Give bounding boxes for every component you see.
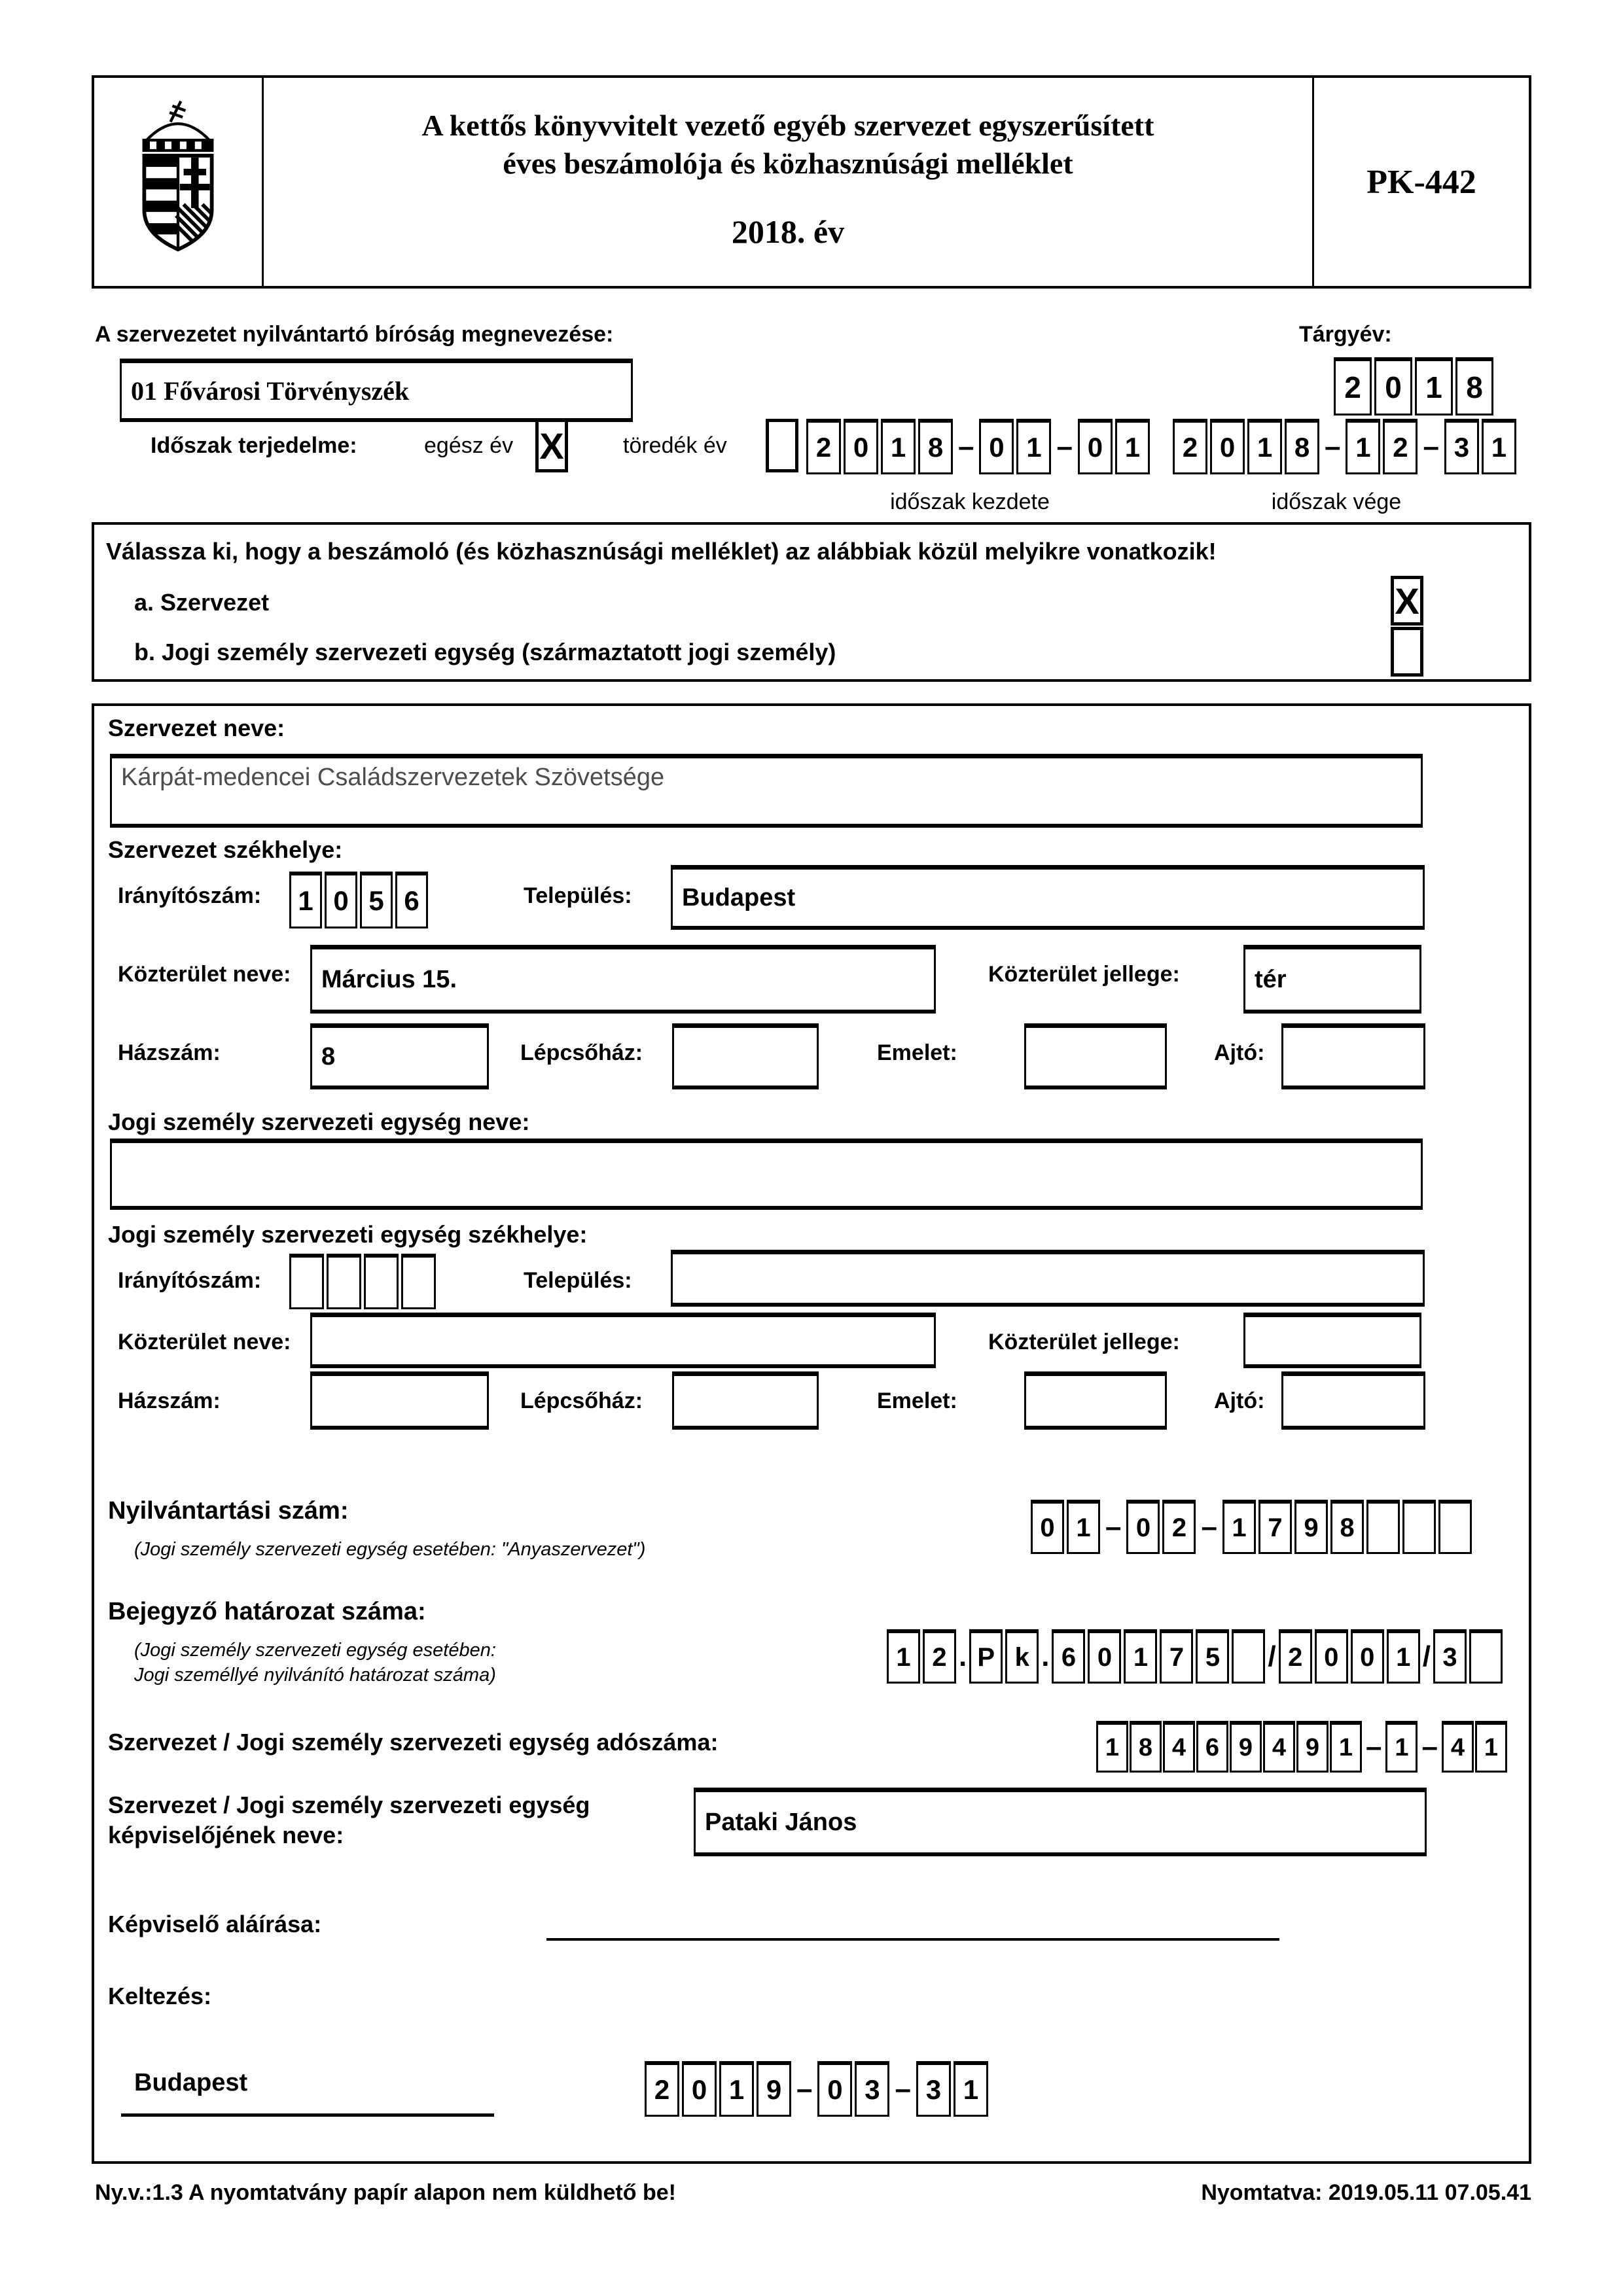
legal-unit-street-type-label: Közterület jellege: xyxy=(988,1330,1180,1354)
legal-unit-stair-label: Lépcsőház: xyxy=(520,1388,643,1413)
legal-unit-house-input[interactable] xyxy=(310,1371,489,1430)
org-house-value: 8 xyxy=(321,1042,336,1070)
legal-unit-street-input[interactable] xyxy=(310,1313,936,1368)
hungarian-coat-of-arms-icon xyxy=(94,78,264,286)
signature-line xyxy=(546,1938,1279,1941)
digit-cell[interactable]: 1 xyxy=(887,1629,920,1684)
digit-cell[interactable]: 0 xyxy=(1374,357,1412,415)
footer-right: Nyomtatva: 2019.05.11 07.05.41 xyxy=(1201,2180,1531,2205)
digit-cell[interactable]: 1 xyxy=(289,872,322,928)
digit-cell[interactable]: 3 xyxy=(1433,1629,1467,1684)
org-stair-input[interactable] xyxy=(672,1023,819,1089)
whole-year-checkbox[interactable]: X xyxy=(535,419,568,472)
dating-label: Keltezés: xyxy=(108,1983,212,2009)
digit-cell[interactable]: 1 xyxy=(1482,419,1516,474)
resolution-number-boxes xyxy=(887,1629,1503,1684)
dating-date-boxes xyxy=(645,2061,988,2117)
resolution-number-label: Bejegyző határozat száma: xyxy=(108,1598,426,1625)
form-title-line2: éves beszámolója és közhasznúsági melléklet xyxy=(503,147,1073,180)
digit-cell[interactable]: 1 xyxy=(1475,1721,1507,1773)
org-city-input[interactable] xyxy=(671,865,1425,930)
legal-unit-stair-input[interactable] xyxy=(672,1371,819,1430)
representative-label-line2: képviselőjének neve: xyxy=(108,1822,344,1848)
form-code: PK-442 xyxy=(1312,78,1529,286)
option-a-label: a. Szervezet xyxy=(134,589,270,616)
footer-left: Ny.v.:1.3 A nyomtatvány papír alapon nem küldhető be! xyxy=(95,2180,676,2205)
org-street-label: Közterület neve: xyxy=(118,962,291,987)
digit-cell[interactable] xyxy=(327,1254,361,1309)
digit-cell[interactable]: 8 xyxy=(1455,357,1493,415)
digit-cell[interactable]: 2 xyxy=(806,419,841,474)
digit-cell[interactable]: 3 xyxy=(855,2061,889,2117)
legal-unit-street-type-input[interactable] xyxy=(1243,1313,1421,1368)
selector-title: Válassza ki, hogy a beszámoló (és közhasznúsági melléklet) az alábbiak közül melyikre vonatkozik! xyxy=(106,538,1217,565)
legal-unit-name-label: Jogi személy szervezeti egység neve: xyxy=(108,1108,530,1135)
digit-cell[interactable]: 2 xyxy=(1173,419,1207,474)
separator: – xyxy=(1056,430,1073,463)
separator: – xyxy=(1325,430,1341,463)
digit-cell[interactable]: 8 xyxy=(918,419,953,474)
digit-cell[interactable]: 0 xyxy=(325,872,357,928)
org-name-value: Kárpát-medencei Családszervezetek Szövetsége xyxy=(121,764,665,791)
digit-cell[interactable]: 1 xyxy=(1124,1629,1157,1684)
legal-unit-floor-label: Emelet: xyxy=(877,1388,957,1413)
digit-cell[interactable]: 2 xyxy=(645,2061,679,2117)
court-value: 01 Fővárosi Törvényszék xyxy=(131,376,410,406)
digit-cell[interactable]: 9 xyxy=(1296,1721,1329,1773)
legal-unit-city-input[interactable] xyxy=(671,1250,1425,1307)
registration-number-label: Nyilvántartási szám: xyxy=(108,1497,349,1525)
separator: – xyxy=(1366,1730,1382,1763)
legal-unit-hq-label: Jogi személy szervezeti egység székhelye: xyxy=(108,1221,588,1248)
court-label: A szervezetet nyilvántartó bíróság megnevezése: xyxy=(95,322,614,347)
separator: – xyxy=(1423,430,1439,463)
org-city-value: Budapest xyxy=(682,883,796,911)
digit-cell[interactable]: 0 xyxy=(844,419,878,474)
org-street-input[interactable] xyxy=(310,945,936,1014)
tax-number-label: Szervezet / Jogi személy szervezeti egység adószáma: xyxy=(108,1729,719,1756)
separator: – xyxy=(958,430,974,463)
digit-cell[interactable]: 1 xyxy=(1346,419,1380,474)
legal-unit-zip-boxes xyxy=(289,1254,436,1309)
digit-cell[interactable]: 6 xyxy=(1052,1629,1085,1684)
org-street-type-value: tér xyxy=(1255,965,1287,993)
representative-name-input[interactable] xyxy=(694,1788,1427,1856)
digit-cell[interactable] xyxy=(1402,1500,1436,1554)
whole-year-label: egész év xyxy=(424,433,514,458)
org-street-type-input[interactable] xyxy=(1243,945,1421,1014)
legal-unit-house-label: Házszám: xyxy=(118,1388,221,1413)
digit-cell[interactable]: 9 xyxy=(1230,1721,1262,1773)
digit-cell[interactable]: 9 xyxy=(1294,1500,1328,1554)
digit-cell[interactable]: 6 xyxy=(395,872,428,928)
option-b-label: b. Jogi személy szervezeti egység (származtatott jogi személy) xyxy=(134,639,836,665)
digit-cell[interactable]: 0 xyxy=(979,419,1014,474)
org-name-input[interactable] xyxy=(110,754,1423,828)
separator: – xyxy=(1105,1510,1122,1543)
legal-unit-name-input[interactable] xyxy=(110,1139,1423,1210)
separator: – xyxy=(1421,1730,1438,1763)
digit-cell[interactable]: 5 xyxy=(360,872,393,928)
digit-cell[interactable]: 0 xyxy=(1210,419,1245,474)
digit-cell[interactable]: 3 xyxy=(916,2061,951,2117)
org-street-type-label: Közterület jellege: xyxy=(988,962,1180,987)
targyev-boxes xyxy=(1334,357,1493,415)
option-b-checkbox[interactable] xyxy=(1391,627,1423,677)
digit-cell[interactable]: 1 xyxy=(1330,1721,1362,1773)
digit-cell[interactable]: 0 xyxy=(1031,1500,1064,1554)
form-title xyxy=(264,78,1312,286)
digit-cell[interactable]: P xyxy=(969,1629,1003,1684)
org-hq-label: Szervezet székhelye: xyxy=(108,836,343,863)
digit-cell[interactable]: 1 xyxy=(719,2061,754,2117)
legal-unit-street-label: Közterület neve: xyxy=(118,1330,291,1354)
digit-cell[interactable]: 0 xyxy=(1078,419,1113,474)
separator: – xyxy=(895,2072,911,2105)
org-stair-label: Lépcsőház: xyxy=(520,1040,643,1065)
digit-cell[interactable]: 1 xyxy=(1385,1721,1418,1773)
legal-unit-zip-label: Irányítószám: xyxy=(118,1268,262,1293)
digit-cell[interactable]: 1 xyxy=(1247,419,1282,474)
digit-cell[interactable]: 1 xyxy=(1415,357,1453,415)
org-zip-label: Irányítószám: xyxy=(118,883,262,908)
digit-cell[interactable]: 1 xyxy=(1016,419,1051,474)
legal-unit-floor-input[interactable] xyxy=(1024,1371,1167,1430)
representative-name-value: Pataki János xyxy=(705,1808,857,1836)
targyev-label: Tárgyév: xyxy=(1299,322,1392,347)
separator: – xyxy=(796,2072,813,2105)
digit-cell[interactable] xyxy=(1232,1629,1265,1684)
digit-cell[interactable] xyxy=(1366,1500,1400,1554)
digit-cell[interactable]: 4 xyxy=(1263,1721,1295,1773)
court-input[interactable] xyxy=(120,359,633,422)
digit-cell[interactable]: 1 xyxy=(1115,419,1150,474)
digit-cell[interactable]: 0 xyxy=(817,2061,852,2117)
dating-city: Budapest xyxy=(134,2069,248,2096)
org-zip-boxes xyxy=(289,872,428,928)
digit-cell[interactable]: 8 xyxy=(1285,419,1319,474)
digit-cell[interactable]: 5 xyxy=(1196,1629,1229,1684)
digit-cell[interactable]: 0 xyxy=(682,2061,717,2117)
resolution-number-note2: Jogi személlyé nyilvánító határozat száma) xyxy=(134,1665,496,1686)
digit-cell[interactable]: 3 xyxy=(1444,419,1479,474)
signature-label: Képviselő aláírása: xyxy=(108,1911,322,1937)
org-street-value: Március 15. xyxy=(321,965,457,993)
digit-cell[interactable]: 1 xyxy=(881,419,916,474)
digit-cell[interactable] xyxy=(401,1254,436,1309)
org-house-label: Házszám: xyxy=(118,1040,221,1065)
digit-cell[interactable]: 1 xyxy=(1067,1500,1100,1554)
period-start-boxes xyxy=(806,419,1150,474)
digit-cell[interactable] xyxy=(1438,1500,1472,1554)
org-door-label: Ajtó: xyxy=(1214,1040,1265,1065)
registration-number-boxes xyxy=(1031,1500,1472,1554)
digit-cell[interactable] xyxy=(1469,1629,1503,1684)
period-label: Időszak terjedelme: xyxy=(151,433,357,458)
org-city-label: Település: xyxy=(524,883,632,908)
separator: / xyxy=(1422,1640,1431,1672)
org-floor-input[interactable] xyxy=(1024,1023,1167,1089)
resolution-number-note1: (Jogi személy szervezeti egység esetében: xyxy=(134,1640,496,1661)
digit-cell[interactable]: 1 xyxy=(1387,1629,1420,1684)
tax-number-boxes xyxy=(1096,1721,1507,1773)
option-a-checkbox[interactable]: X xyxy=(1391,576,1423,626)
dating-city-line xyxy=(121,2113,494,2117)
digit-cell[interactable] xyxy=(289,1254,324,1309)
digit-cell[interactable]: 8 xyxy=(1130,1721,1162,1773)
partial-year-label: töredék év xyxy=(623,433,727,458)
org-name-label: Szervezet neve: xyxy=(108,715,285,741)
org-floor-label: Emelet: xyxy=(877,1040,957,1065)
period-start-caption: időszak kezdete xyxy=(890,489,1050,514)
digit-cell[interactable]: 7 xyxy=(1258,1500,1292,1554)
digit-cell[interactable]: 2 xyxy=(1162,1500,1196,1554)
digit-cell[interactable] xyxy=(364,1254,399,1309)
legal-unit-door-input[interactable] xyxy=(1281,1371,1425,1430)
digit-cell[interactable]: 4 xyxy=(1442,1721,1474,1773)
legal-unit-door-label: Ajtó: xyxy=(1214,1388,1265,1413)
org-door-input[interactable] xyxy=(1281,1023,1425,1089)
registration-number-note: (Jogi személy szervezeti egység esetében: "Anyaszervezet") xyxy=(134,1539,646,1560)
separator: / xyxy=(1268,1640,1276,1672)
digit-cell[interactable]: 2 xyxy=(1279,1629,1312,1684)
form-year: 2018. év xyxy=(731,213,845,250)
org-house-input[interactable] xyxy=(310,1023,489,1089)
digit-cell[interactable]: 0 xyxy=(1126,1500,1160,1554)
digit-cell[interactable]: 7 xyxy=(1160,1629,1193,1684)
partial-year-checkbox[interactable] xyxy=(766,419,798,472)
digit-cell[interactable]: 2 xyxy=(1334,357,1372,415)
digit-cell[interactable]: 0 xyxy=(1351,1629,1384,1684)
legal-unit-name-value xyxy=(112,1143,121,1148)
period-end-boxes xyxy=(1173,419,1516,474)
digit-cell[interactable]: 0 xyxy=(1315,1629,1348,1684)
separator: . xyxy=(959,1640,967,1672)
digit-cell[interactable]: 4 xyxy=(1163,1721,1195,1773)
digit-cell[interactable]: 8 xyxy=(1330,1500,1364,1554)
digit-cell[interactable]: 9 xyxy=(757,2061,791,2117)
period-end-caption: időszak vége xyxy=(1271,489,1402,514)
separator: – xyxy=(1201,1510,1217,1543)
digit-cell[interactable]: 2 xyxy=(923,1629,956,1684)
digit-cell[interactable]: 1 xyxy=(1096,1721,1128,1773)
form-title-line1: A kettős könyvvitelt vezető egyéb szervezet egyszerűsített xyxy=(421,109,1154,142)
separator: . xyxy=(1041,1640,1050,1672)
digit-cell[interactable]: k xyxy=(1005,1629,1039,1684)
form-header xyxy=(92,75,1531,289)
digit-cell[interactable]: 1 xyxy=(1222,1500,1256,1554)
digit-cell[interactable]: 6 xyxy=(1196,1721,1228,1773)
representative-label-line1: Szervezet / Jogi személy szervezeti egység xyxy=(108,1792,590,1818)
legal-unit-city-label: Település: xyxy=(524,1268,632,1293)
digit-cell[interactable]: 0 xyxy=(1088,1629,1121,1684)
digit-cell[interactable]: 1 xyxy=(954,2061,988,2117)
digit-cell[interactable]: 2 xyxy=(1383,419,1418,474)
